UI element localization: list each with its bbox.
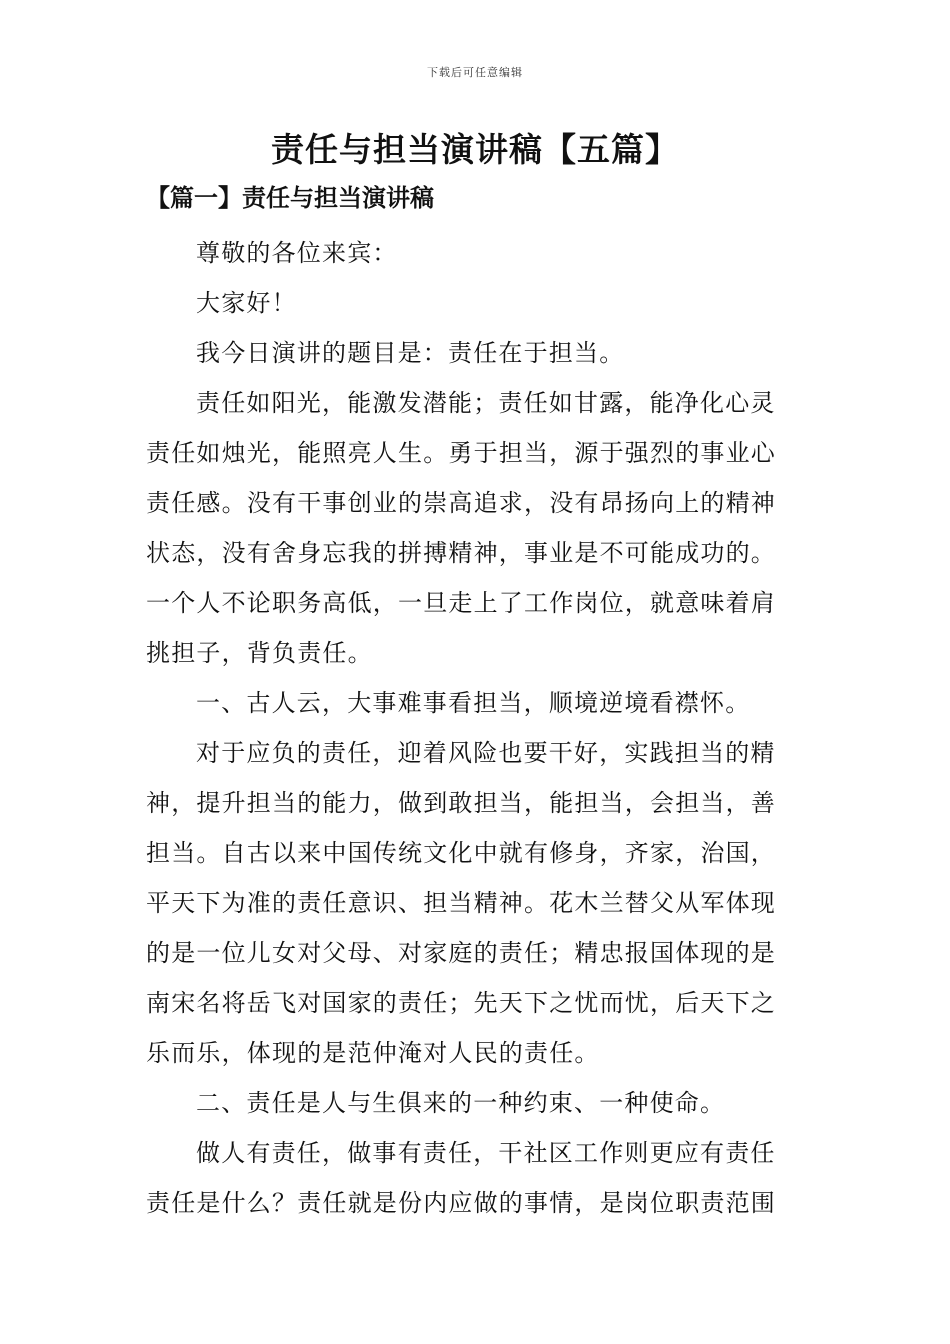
text-line: 责任如阳光，能激发潜能；责任如甘露，能净化心灵 (196, 389, 776, 417)
text-line: 乐而乐，体现的是范仲淹对人民的责任。 (146, 1039, 600, 1067)
text-line: 一个人不论职务高低，一旦走上了工作岗位，就意味着肩 (146, 589, 776, 617)
text-line: 责任感。没有干事创业的崇高追求，没有昂扬向上的精神 (146, 489, 776, 517)
text-line: 一、古人云，大事难事看担当，顺境逆境看襟怀。 (196, 689, 751, 717)
text-line: 南宋名将岳飞对国家的责任；先天下之忧而忧，后天下之 (146, 989, 776, 1017)
header-note: 下载后可任意编辑 (427, 66, 523, 79)
text-line: 我今日演讲的题目是：责任在于担当。 (196, 339, 625, 367)
text-line: 责任如烛光，能照亮人生。勇于担当，源于强烈的事业心 (146, 439, 776, 467)
document-title: 责任与担当演讲稿【五篇】 (271, 130, 679, 169)
text-line: 做人有责任，做事有责任，干社区工作则更应有责任 (196, 1139, 776, 1167)
text-line: 对于应负的责任，迎着风险也要干好，实践担当的精 (196, 739, 776, 767)
text-line: 责任是什么？责任就是份内应做的事情，是岗位职责范围 (146, 1189, 776, 1217)
body-text (146, 228, 806, 1228)
text-line: 尊敬的各位来宾： (196, 239, 398, 267)
text-line: 的是一位儿女对父母、对家庭的责任；精忠报国体现的是 (146, 939, 776, 967)
text-line: 神，提升担当的能力，做到敢担当，能担当，会担当，善 (146, 789, 776, 817)
section-heading: 【篇一】责任与担当演讲稿 (146, 183, 434, 212)
text-line: 担当。自古以来中国传统文化中就有修身，齐家，治国， (146, 839, 776, 867)
text-line: 挑担子，背负责任。 (146, 639, 373, 667)
text-line: 平天下为准的责任意识、担当精神。花木兰替父从军体现 (146, 889, 776, 917)
text-line: 大家好！ (196, 289, 297, 317)
text-line: 二、责任是人与生俱来的一种约束、一种使命。 (196, 1089, 726, 1117)
text-line: 状态，没有舍身忘我的拼搏精神，事业是不可能成功的。 (146, 539, 776, 567)
